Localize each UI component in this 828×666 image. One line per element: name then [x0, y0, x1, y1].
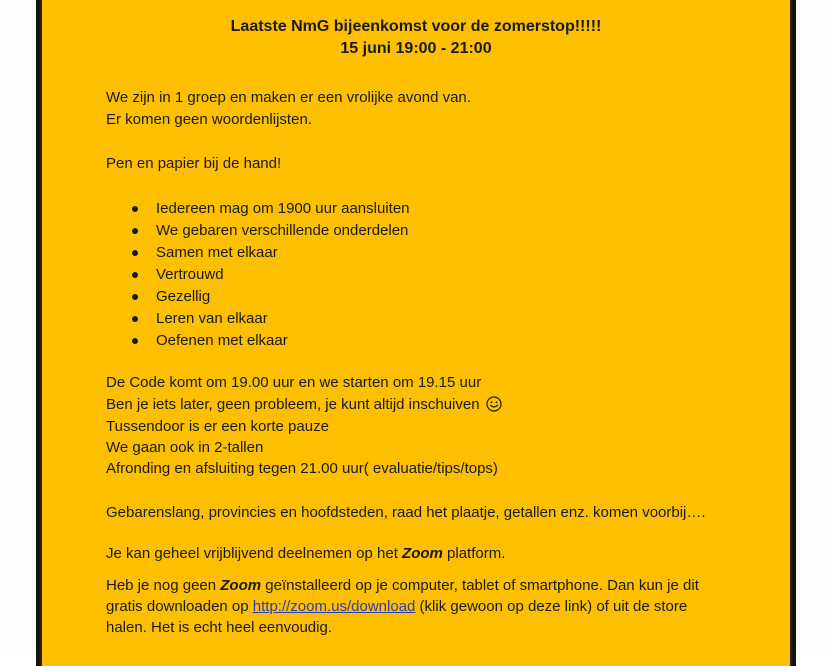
list-item-text: Leren van elkaar	[156, 310, 268, 327]
zoom-join-after: platform.	[442, 545, 506, 562]
zoom-install-line-2	[106, 596, 687, 618]
bullet-dot-icon	[132, 338, 138, 344]
schedule-line-5: Afronding en afsluiting tegen 21.00 uur( evaluatie/tips/tops)	[106, 460, 498, 477]
smiling-face-icon	[486, 396, 502, 412]
list-item-text: Oefenen met elkaar	[156, 332, 288, 349]
title-date: 15 juni 19:00 - 21:00	[340, 40, 492, 57]
zoom-join-before: Je kan geheel vrijblijvend deelnemen op het	[106, 545, 403, 562]
list-item-text: Gezellig	[156, 288, 211, 305]
bullet-dot-icon	[132, 272, 138, 278]
pen-line: Pen en papier bij de hand!	[106, 155, 282, 172]
bullet-dot-icon	[132, 206, 138, 212]
zoom-install-part3: gratis downloaden op	[106, 598, 253, 615]
schedule-line-4: We gaan ook in 2-tallen	[106, 439, 264, 456]
list-item-text: Iedereen mag om 1900 uur aansluiten	[156, 200, 410, 217]
zoom-install-part2: geïnstalleerd op je computer, tablet of smartphone. Dan kun je dit	[261, 577, 699, 594]
list-item-text: Vertrouwd	[156, 266, 224, 283]
list-item-text: Samen met elkaar	[156, 244, 278, 261]
schedule-line-2	[106, 394, 502, 416]
zoom-join-line	[106, 543, 505, 565]
bullet-dot-icon	[132, 250, 138, 256]
zoom-install-line-1	[106, 575, 699, 597]
zoom-install-part4: (klik gewoon op deze link) of uit de store	[415, 598, 688, 615]
bullet-dot-icon	[132, 228, 138, 234]
bullet-dot-icon	[132, 316, 138, 322]
flyer	[36, 0, 796, 666]
schedule-line-1: De Code komt om 19.00 uur en we starten om 19.15 uur	[106, 374, 482, 391]
schedule-line-3: Tussendoor is er een korte pauze	[106, 418, 329, 435]
zoom-download-link[interactable]: http://zoom.us/download	[252, 598, 416, 615]
zoom-brand: Zoom	[220, 577, 262, 594]
zoom-brand: Zoom	[402, 545, 443, 562]
title-line-1: Laatste NmG bijeenkomst voor de zomerstop!!!!!	[230, 18, 602, 35]
zoom-install-line-3: halen. Het is echt heel eenvoudig.	[106, 619, 332, 636]
list-item-text: We gebaren verschillende onderdelen	[156, 222, 409, 239]
bullet-dot-icon	[132, 294, 138, 300]
intro-line-2: Er komen geen woordenlijsten.	[106, 111, 312, 128]
topics-line: Gebarenslang, provincies en hoofdsteden, raad het plaatje, getallen enz. komen voorbij….	[106, 504, 706, 521]
intro-line-1: We zijn in 1 groep en maken er een vrolijke avond van.	[106, 89, 471, 106]
schedule-line-2-text: Ben je iets later, geen probleem, je kunt altijd inschuiven	[106, 396, 480, 413]
zoom-install-part1: Heb je nog geen	[106, 577, 221, 594]
